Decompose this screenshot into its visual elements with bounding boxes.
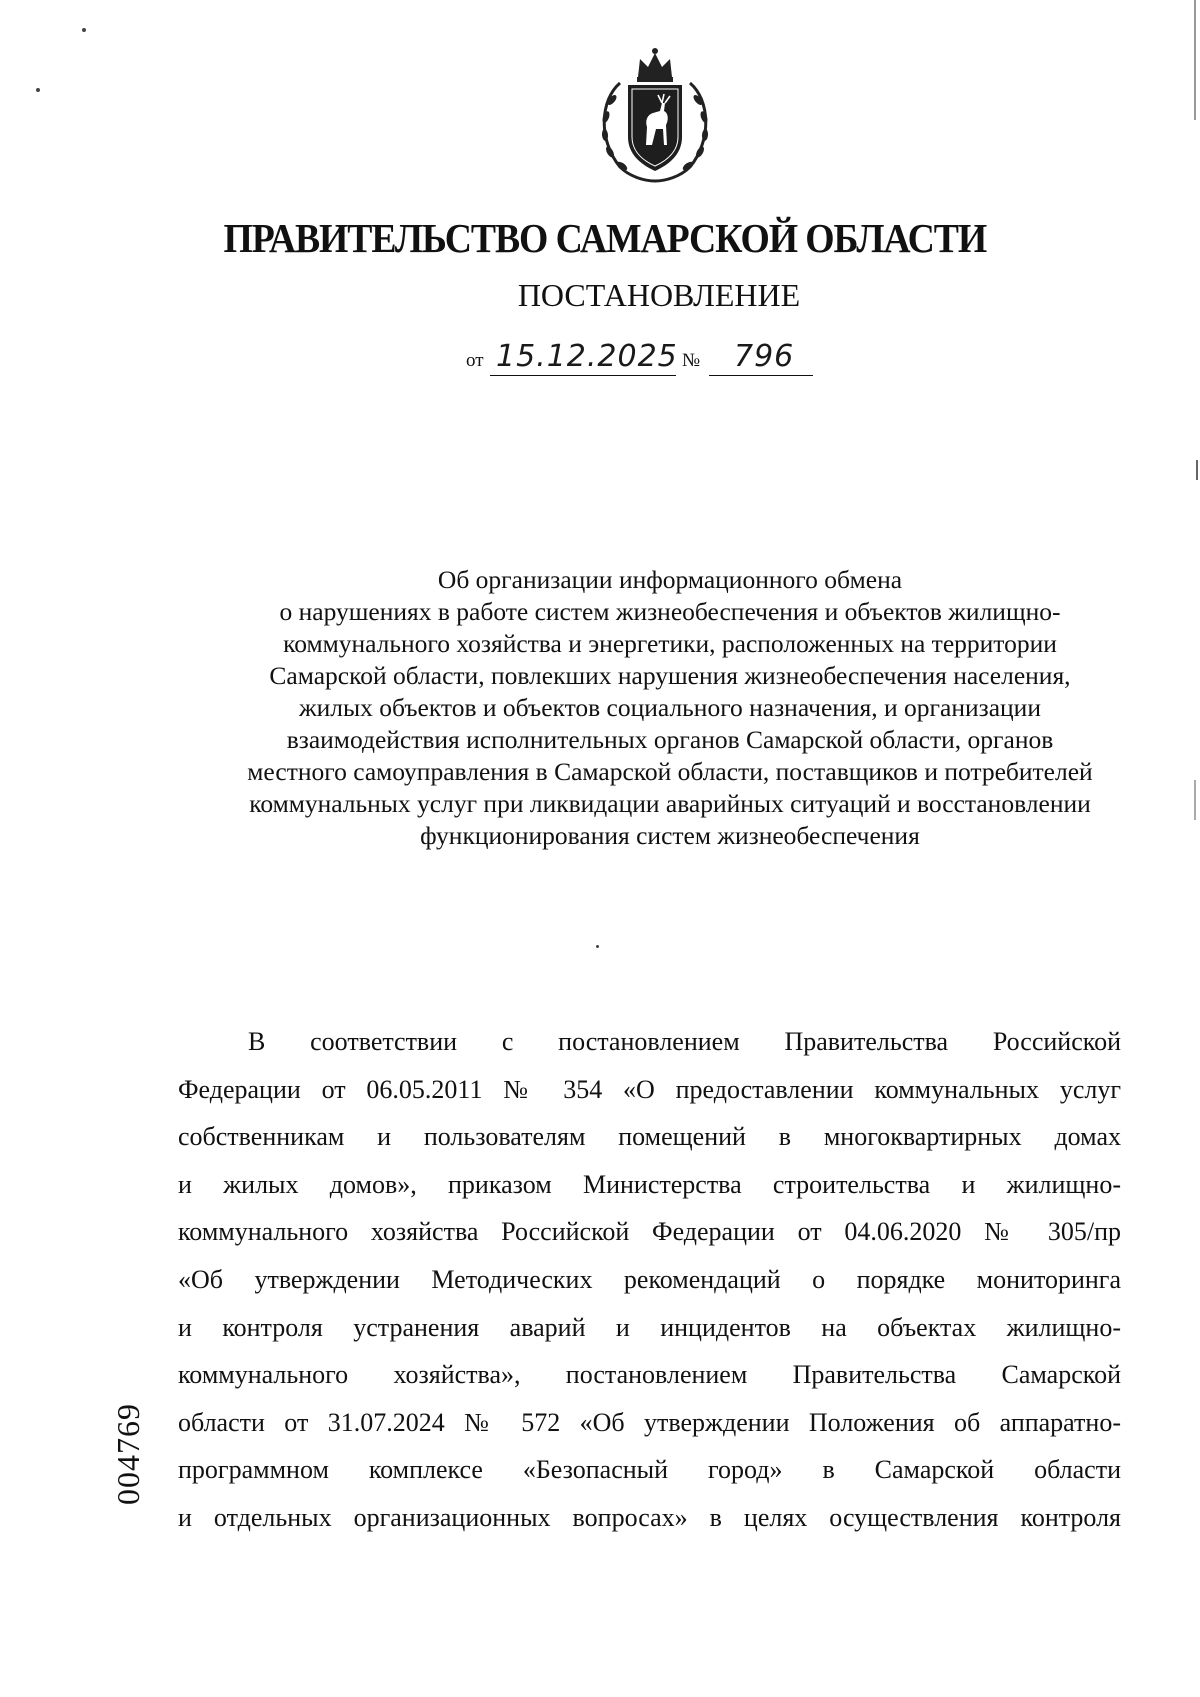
date-underline	[490, 375, 676, 377]
scan-edge-mark	[1194, 780, 1196, 820]
scan-speck	[36, 88, 40, 92]
body-line: «Об утверждении Методических рекомендаций о порядке мониторинга	[178, 1264, 1121, 1294]
body-line: коммунального хозяйства Российской Федерации от 04.06.2020 № 305/пр	[178, 1217, 1121, 1247]
scan-edge-mark	[1194, 0, 1196, 120]
subject-line: о нарушениях в работе систем жизнеобеспечения и объектов жилищно-	[279, 597, 1061, 626]
subject-line: жилых объектов и объектов социального назначения, и организации	[299, 693, 1041, 722]
subject-line: Самарской области, повлекших нарушения жизнеобеспечения населения,	[269, 661, 1071, 690]
subject-line: коммунального хозяйства и энергетики, расположенных на территории	[283, 629, 1057, 658]
body-line: В соответствии с постановлением Правительства Российской	[248, 1027, 1121, 1056]
date-number-line	[466, 336, 886, 378]
scan-speck	[596, 945, 599, 948]
body-line: программном комплексе «Безопасный город» в Самарской области	[178, 1455, 1121, 1485]
body-line: и контроля устранения аварий и инцидентов на объектах жилищно-	[178, 1312, 1121, 1342]
body-line: области от 31.07.2024 № 572 «Об утверждении Положения об аппаратно-	[178, 1407, 1121, 1437]
body-line: и жилых домов», приказом Министерства строительства и жилищно-	[178, 1169, 1121, 1199]
scan-speck	[82, 28, 86, 32]
body-line: коммунального хозяйства», постановлением Правительства Самарской	[178, 1360, 1121, 1390]
subject-line: взаимодействия исполнительных органов Самарской области, органов	[286, 725, 1054, 754]
body-line: и отдельных организационных вопросах» в целях осуществления контроля	[178, 1502, 1121, 1532]
date-prefix: от	[466, 350, 484, 371]
date-value: 15.12.2025	[496, 339, 678, 374]
subject-line: коммунальных услуг при ликвидации аварийных ситуаций и восстановлении	[249, 789, 1091, 818]
document-subject	[140, 564, 1140, 852]
scan-edge-mark	[1196, 460, 1198, 480]
coat-of-arms-icon	[590, 45, 720, 185]
number-underline	[709, 375, 813, 377]
subject-line: функционирования систем жизнеобеспечения	[420, 821, 920, 850]
number-prefix: №	[682, 350, 701, 371]
body-line: собственникам и пользователям помещений в многоквартирных домах	[178, 1122, 1121, 1152]
document-type: ПОСТАНОВЛЕНИЕ	[517, 277, 801, 313]
body-line: Федерации от 06.05.2011 № 354 «О предоставлении коммунальных услуг	[178, 1074, 1121, 1104]
margin-number: 004769	[110, 1403, 146, 1505]
subject-line: местного самоуправления в Самарской области, поставщиков и потребителей	[247, 757, 1093, 786]
number-value: 796	[734, 339, 795, 374]
subject-line: Об организации информационного обмена	[437, 565, 903, 594]
organization-title: ПРАВИТЕЛЬСТВО САМАРСКОЙ ОБЛАСТИ	[223, 215, 987, 261]
document-body	[178, 1018, 1121, 1542]
